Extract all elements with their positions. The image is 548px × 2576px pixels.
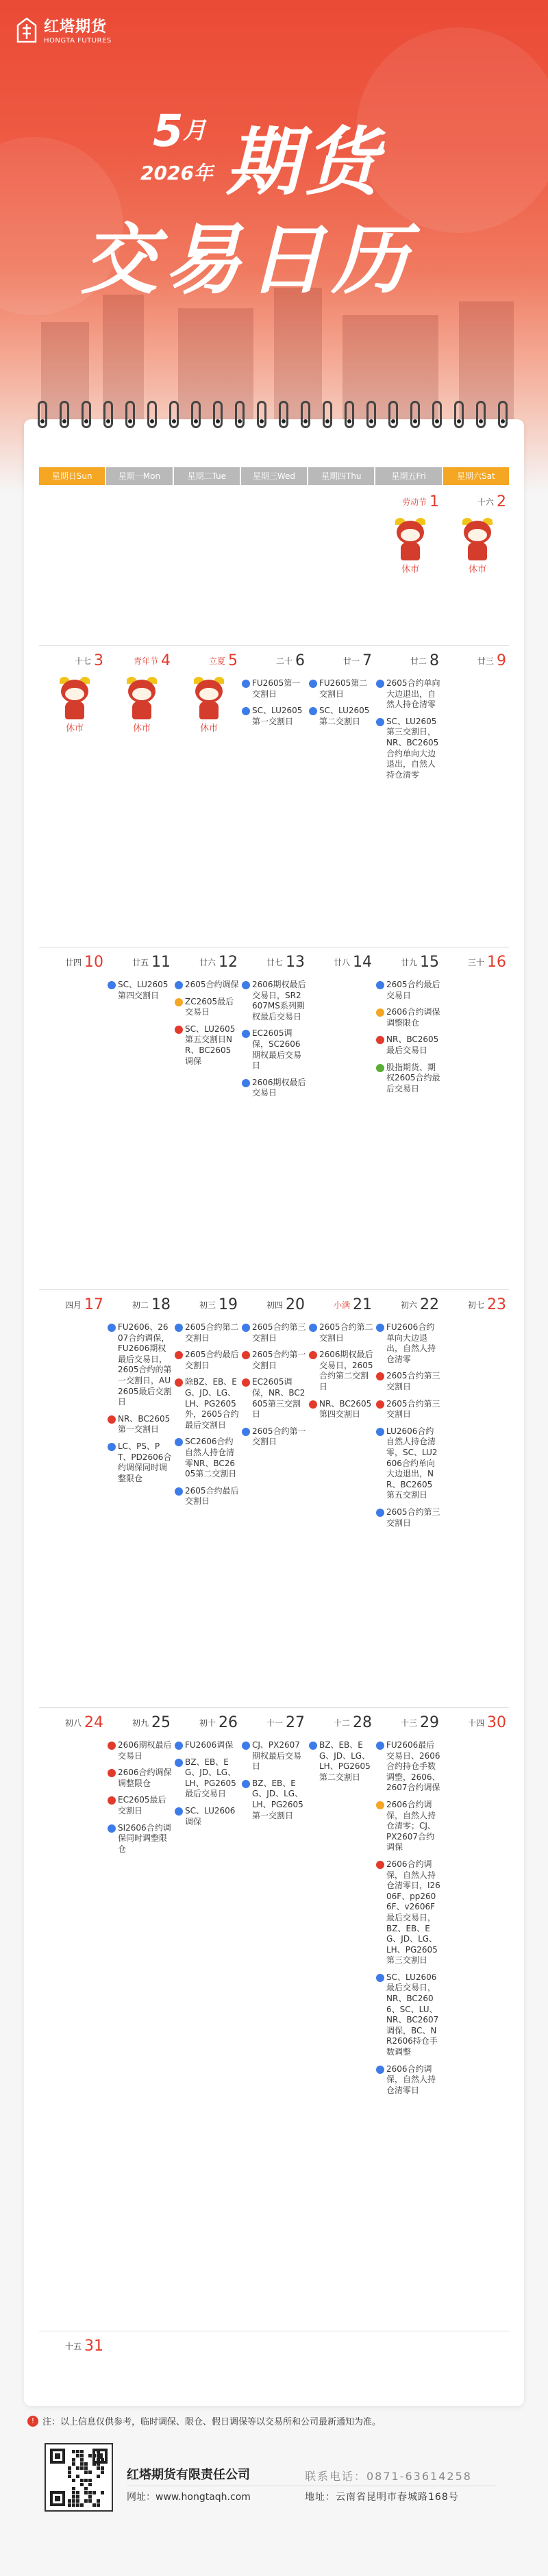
calendar-event [376, 1007, 440, 1028]
lunar-date: 廿六 [199, 958, 216, 967]
binder-ring [38, 401, 47, 428]
event-text: 2605合约第三交割日 [386, 1507, 440, 1528]
event-text: 2605合约调保 [185, 980, 239, 989]
calendar-event [309, 1350, 373, 1392]
exchange-dot-icon [309, 1400, 317, 1409]
day-number: 6 [295, 652, 305, 669]
calendar-event [242, 1322, 306, 1343]
binder-ring [410, 401, 420, 428]
event-text: 股指期货、期权2605合约最后交易日 [386, 1062, 440, 1093]
day-number: 21 [353, 1296, 372, 1313]
binder-ring [388, 401, 398, 428]
event-text: 2606期权最后交易日，2605合约第二交割日 [319, 1350, 373, 1391]
calendar-event [309, 1322, 373, 1343]
exchange-dot-icon [108, 981, 116, 989]
market-closed-label: 休市 [401, 565, 419, 575]
exchange-dot-icon [242, 981, 250, 989]
event-text: NR、BC2605最后交易日 [386, 1035, 439, 1055]
binder-ring [82, 401, 91, 428]
event-text: ZC2605最后交易日 [185, 996, 234, 1017]
calendar-event [376, 1507, 440, 1528]
calendar-event [376, 2064, 440, 2096]
website-link[interactable]: 网址：www.hongtaqh.com [127, 2492, 251, 2503]
exchange-dot-icon [175, 998, 183, 1006]
exchange-dot-icon [242, 1324, 250, 1332]
holiday-mascot-icon [188, 676, 229, 732]
event-text: SC、LU2606最后交易日，NR、BC2606、SC、LU、NR、BC2607调保，BC、NR2606持仓手数调整 [386, 1972, 439, 2057]
calendar-event [376, 1800, 440, 1853]
day-number: 10 [84, 954, 103, 971]
calendar-event [108, 1740, 172, 1761]
calendar-card [24, 419, 524, 2406]
binder-ring [454, 401, 464, 428]
exchange-dot-icon [376, 1372, 384, 1380]
event-text: 2605合约第三交割日 [386, 1398, 440, 1420]
exchange-dot-icon [376, 1324, 384, 1332]
exchange-dot-icon [242, 1378, 250, 1387]
event-text: NR、BC2605第一交割日 [118, 1413, 171, 1435]
event-text: FU2606合约单向大边退出，自然人持仓清零 [386, 1322, 436, 1364]
brand-logo[interactable] [15, 15, 112, 45]
event-text: 2606合约调保调整限仓 [386, 1007, 440, 1028]
calendar-event [376, 1035, 440, 1056]
lunar-date: 小满 [333, 1300, 350, 1310]
exchange-dot-icon [242, 1428, 250, 1436]
calendar-event [376, 1399, 440, 1420]
calendar-event [376, 1426, 440, 1501]
event-text: CJ、PX2607期权最后交易日 [252, 1740, 302, 1772]
exchange-dot-icon [309, 707, 317, 715]
disclaimer-note [27, 2414, 521, 2427]
exchange-dot-icon [376, 1509, 384, 1517]
day-number: 7 [362, 652, 372, 669]
day-number: 9 [497, 652, 506, 669]
event-text: FU2606调保 [185, 1740, 234, 1750]
week-divider [39, 947, 509, 948]
exchange-dot-icon [376, 680, 384, 688]
event-text: FU2606、2607合约调保，FU2606期权最后交易日，2605合约的第一交割日，AU2605最后交割日 [118, 1322, 172, 1407]
exchange-dot-icon [242, 1351, 250, 1359]
exchange-dot-icon [175, 1487, 183, 1496]
calendar-event [242, 980, 306, 1022]
day-number: 4 [161, 652, 171, 669]
calendar-event [376, 1063, 440, 1095]
day-number: 11 [151, 954, 171, 971]
event-text: 2606合约调保调整限仓 [118, 1768, 172, 1788]
event-text: SC、LU2606调保 [185, 1805, 236, 1826]
lunar-date: 初八 [64, 1718, 82, 1728]
event-text: 2606合约调保，自然人持仓清零；CJ、PX2607合约调保 [386, 1799, 436, 1853]
calendar-event [376, 1371, 440, 1392]
exchange-dot-icon [376, 1974, 384, 1982]
event-text: 2605合约最后交割日 [185, 1350, 239, 1370]
calendar-event [108, 1441, 172, 1484]
title-line-1: 期货 [226, 120, 383, 206]
calendar-event [242, 1740, 306, 1772]
calendar-event [242, 1350, 306, 1371]
event-text: 2605合约最后交易日 [386, 980, 440, 1000]
lunar-date: 初九 [132, 1718, 149, 1728]
event-text: EC2605调保，NR、BC2605第三交割日 [252, 1377, 306, 1420]
exchange-dot-icon [175, 1351, 183, 1359]
month-badge [140, 106, 223, 182]
weekday-label: 星期日Sun [39, 467, 105, 485]
exchange-dot-icon [108, 1824, 116, 1833]
day-number: 26 [219, 1714, 238, 1731]
event-text: SC2606合约自然人持仓清零NR、BC2605第二交割日 [185, 1437, 237, 1479]
exchange-dot-icon [309, 1351, 317, 1359]
exchange-dot-icon [376, 2066, 384, 2074]
day-number: 19 [219, 1296, 238, 1313]
weekday-label: 星期六Sat [443, 467, 509, 485]
calendar-event [175, 1377, 239, 1431]
binder-rings [24, 401, 524, 435]
day-number: 13 [286, 954, 305, 971]
lunar-date: 初四 [266, 1300, 283, 1310]
day-number: 16 [487, 954, 506, 971]
exchange-dot-icon [175, 1438, 183, 1446]
event-text: BZ、EB、EG、JD、LG、LH、PG2605第二交割日 [319, 1740, 371, 1782]
calendar-event [108, 1768, 172, 1789]
event-text: 除BZ、EB、EG、JD、LG、LH、PG2605外，2605合约最后交割日 [185, 1377, 239, 1430]
holiday-mascot-icon [54, 676, 95, 732]
binder-ring [257, 401, 266, 428]
holiday-mascot-icon [121, 676, 162, 732]
binder-ring [125, 401, 135, 428]
lunar-date: 十二 [333, 1718, 350, 1728]
binder-ring [235, 401, 245, 428]
event-text: 2606期权最后交易日，SR2607MS系列期权最后交易日 [252, 980, 306, 1021]
week-divider [39, 1289, 509, 1290]
day-number: 25 [151, 1714, 171, 1731]
calendar-event [175, 1486, 239, 1507]
calendar-event [242, 1078, 306, 1099]
holiday-mascot-icon [390, 517, 431, 573]
exchange-dot-icon [175, 981, 183, 989]
lunar-date: 廿七 [266, 958, 283, 967]
market-closed-label: 休市 [199, 723, 218, 734]
market-closed-label: 休市 [65, 723, 84, 734]
calendar-event [242, 1779, 306, 1821]
lunar-date: 二十 [275, 656, 292, 666]
event-text: 2605合约第二交割日 [185, 1322, 239, 1343]
lunar-date: 初二 [132, 1300, 149, 1310]
calendar-event [108, 1823, 172, 1855]
exchange-dot-icon [376, 1428, 384, 1436]
calendar-event [108, 1322, 172, 1408]
exchange-dot-icon [242, 680, 250, 688]
exchange-dot-icon [108, 1415, 116, 1424]
event-text: NR、BC2605第四交割日 [319, 1398, 372, 1420]
calendar-event [108, 980, 172, 1001]
lunar-date: 十六 [477, 497, 494, 507]
day-number: 18 [151, 1296, 171, 1313]
event-text: 2605合约第一交割日 [252, 1350, 306, 1370]
exchange-dot-icon [376, 1742, 384, 1750]
event-text: 2606期权最后交易日 [252, 1077, 306, 1098]
disclaimer-text: 注：以上信息仅供参考，临时调保、限仓、假日调保等以交易所和公司最新通知为准。 [42, 2417, 382, 2427]
exchange-dot-icon [108, 1769, 116, 1777]
exchange-dot-icon [376, 1801, 384, 1809]
calendar-event [108, 1795, 172, 1816]
weekday-header [39, 467, 509, 485]
calendar-event [376, 717, 440, 781]
lunar-date: 十四 [467, 1718, 484, 1728]
lunar-date: 廿四 [64, 958, 82, 967]
day-number: 29 [420, 1714, 439, 1731]
company-name: 红塔期货有限责任公司 [127, 2468, 250, 2482]
calendar-event [175, 997, 239, 1018]
exchange-dot-icon [309, 1324, 317, 1332]
exchange-dot-icon [175, 1324, 183, 1332]
exchange-dot-icon [242, 1742, 250, 1750]
calendar-event [242, 1028, 306, 1071]
lunar-date: 廿五 [132, 958, 149, 967]
month-char: 月 [183, 117, 206, 145]
brand-name-cn: 红塔期货 [44, 18, 108, 36]
event-text: FU2605第一交割日 [252, 678, 301, 699]
binder-ring [498, 401, 508, 428]
lunar-date: 十一 [266, 1718, 283, 1728]
event-text: 2606合约调保，自然人持仓清零日，I2606F、pp2606F、v2606F最后交易日，BZ、EB、EG、JD、LG、LH、PG2605第三交割日 [386, 1859, 440, 1966]
weekday-label: 星期四Thu [308, 467, 374, 485]
calendar-event [108, 1414, 172, 1435]
day-number: 28 [353, 1714, 372, 1731]
calendar-event [376, 1740, 440, 1794]
event-text: SC、LU2605第三交割日，NR、BC2605合约单向大边退出，自然人持仓清零 [386, 716, 439, 780]
calendar-event [175, 980, 239, 991]
exchange-dot-icon [376, 718, 384, 726]
calendar-event [242, 1377, 306, 1420]
day-number: 14 [353, 954, 372, 971]
exchange-dot-icon [108, 1443, 116, 1451]
event-text: FU2606最后交易日、2606合约持仓手数调整，2606、2607合约调保 [386, 1740, 440, 1793]
calendar-event [175, 1024, 239, 1067]
day-number: 17 [84, 1296, 103, 1313]
lunar-date: 初六 [400, 1300, 417, 1310]
week-divider [39, 1707, 509, 1708]
day-number: 20 [286, 1296, 305, 1313]
calendar-event [242, 1426, 306, 1448]
calendar-event [175, 1806, 239, 1827]
event-text: EC2605最后交割日 [118, 1795, 166, 1816]
day-number: 15 [420, 954, 439, 971]
event-text: 2605合约第三交割日 [252, 1322, 306, 1343]
calendar-event [175, 1437, 239, 1479]
calendar-event [309, 678, 373, 699]
holiday-mascot-icon [457, 517, 498, 573]
exchange-dot-icon [242, 1780, 250, 1788]
exchange-dot-icon [108, 1742, 116, 1750]
calendar-event [175, 1350, 239, 1371]
exchange-dot-icon [108, 1796, 116, 1805]
market-closed-label: 休市 [132, 723, 151, 734]
company-address: 地址：云南省昆明市春城路168号 [305, 2492, 459, 2503]
binder-ring [345, 401, 354, 428]
event-text: SI2606合约调保同时调整限仓 [118, 1822, 171, 1854]
exchange-dot-icon [376, 1064, 384, 1072]
tower-logo-icon [15, 17, 38, 43]
event-text: LU2606合约自然人持仓清零，SC、LU2606合约单向大边退出，NR、BC2605第五交割日 [386, 1426, 438, 1500]
exchange-dot-icon [242, 1030, 250, 1038]
weekday-label: 星期五Fri [375, 467, 441, 485]
lunar-date: 三十 [467, 958, 484, 967]
event-text: FU2605第二交割日 [319, 678, 368, 699]
contact-phone: 联系电话：0871-63614258 [305, 2470, 472, 2483]
day-number: 3 [94, 652, 103, 669]
event-text: 2605合约单向大边退出，自然人持仓清零 [386, 678, 440, 710]
binder-ring [213, 401, 223, 428]
lunar-date: 廿二 [410, 656, 427, 666]
exchange-dot-icon [309, 1742, 317, 1750]
day-number: 27 [286, 1714, 305, 1731]
calendar-event [309, 706, 373, 727]
qr-code-icon[interactable] [45, 2443, 113, 2512]
calendar-event [242, 678, 306, 699]
event-text: 2606合约调保，自然人持仓清零日 [386, 2064, 436, 2095]
event-text: BZ、EB、EG、JD、LG、LH、PG2605第一交割日 [252, 1778, 303, 1820]
day-number: 22 [420, 1296, 439, 1313]
calendar-event [309, 1399, 373, 1420]
binder-ring [301, 401, 310, 428]
exchange-dot-icon [175, 1742, 183, 1750]
binder-ring [323, 401, 332, 428]
event-text: SC、LU2605第五交割日NR、BC2605调保 [185, 1024, 236, 1066]
binder-ring [191, 401, 201, 428]
title-line-2: 交易日历 [81, 216, 415, 305]
binder-ring [169, 401, 179, 428]
day-number: 2 [497, 493, 506, 510]
event-text: 2605合约第二交割日 [319, 1322, 373, 1343]
binder-ring [147, 401, 157, 428]
event-text: SC、LU2605第二交割日 [319, 706, 370, 726]
event-text: SC、LU2605第四交割日 [118, 980, 169, 1000]
lunar-date: 初十 [199, 1718, 216, 1728]
exchange-dot-icon [175, 1026, 183, 1034]
binder-ring [279, 401, 288, 428]
binder-ring [103, 401, 113, 428]
exchange-dot-icon [108, 1324, 116, 1332]
day-number: 23 [487, 1296, 506, 1313]
week-divider [39, 645, 509, 646]
binder-ring [60, 401, 69, 428]
lunar-date: 廿一 [342, 656, 360, 666]
exchange-dot-icon [175, 1378, 183, 1387]
event-text: LC、PS、PT、PD2606合约调保同时调整限仓 [118, 1441, 172, 1483]
lunar-date: 劳动节 [401, 497, 427, 507]
info-icon: ! [27, 2416, 38, 2427]
calendar-event [376, 1972, 440, 2058]
lunar-date: 廿三 [477, 656, 494, 666]
exchange-dot-icon [376, 1036, 384, 1044]
exchange-dot-icon [376, 981, 384, 989]
brand-name-en: HONGTA FUTURES [44, 37, 112, 45]
day-number: 8 [429, 652, 439, 669]
calendar-event [376, 1322, 440, 1365]
lunar-date: 十三 [400, 1718, 417, 1728]
lunar-date: 立夏 [208, 656, 225, 666]
lunar-date: 十五 [64, 2342, 82, 2351]
lunar-date: 青年节 [133, 656, 158, 666]
calendar-event [376, 678, 440, 710]
lunar-date: 初三 [199, 1300, 216, 1310]
calendar-event [376, 1859, 440, 1966]
exchange-dot-icon [175, 1759, 183, 1767]
lunar-date: 十七 [74, 656, 91, 666]
footer [24, 2436, 524, 2539]
exchange-dot-icon [376, 1008, 384, 1017]
day-number: 24 [84, 1714, 103, 1731]
day-number: 5 [228, 652, 238, 669]
event-text: 2605合约第三交割日 [386, 1371, 440, 1391]
exchange-dot-icon [309, 680, 317, 688]
year-label: 2026年 [140, 162, 213, 184]
binder-ring [432, 401, 442, 428]
calendar-event [242, 706, 306, 727]
event-text: EC2605调保，SC2606期权最后交易日 [252, 1028, 302, 1071]
lunar-date: 廿八 [333, 958, 350, 967]
calendar-event [309, 1740, 373, 1783]
event-text: SC、LU2605第一交割日 [252, 706, 303, 726]
exchange-dot-icon [376, 1861, 384, 1869]
weekday-label: 星期二Tue [174, 467, 240, 485]
binder-ring [476, 401, 486, 428]
weekday-label: 星期三Wed [241, 467, 307, 485]
exchange-dot-icon [175, 1807, 183, 1816]
day-number: 12 [219, 954, 238, 971]
day-number: 30 [487, 1714, 506, 1731]
event-text: BZ、EB、EG、JD、LG、LH、PG2605最后交易日 [185, 1757, 236, 1799]
event-text: 2606期权最后交易日 [118, 1740, 172, 1761]
binder-ring [366, 401, 376, 428]
calendar-event [376, 980, 440, 1001]
month-number: 5 [153, 106, 184, 157]
calendar-event [175, 1322, 239, 1343]
weekday-label: 星期一Mon [106, 467, 172, 485]
market-closed-label: 休市 [468, 565, 486, 575]
calendar-event [175, 1757, 239, 1800]
lunar-date: 廿九 [400, 958, 417, 967]
day-number: 31 [84, 2338, 103, 2355]
lunar-date: 初七 [467, 1300, 484, 1310]
calendar-event [175, 1740, 239, 1751]
exchange-dot-icon [242, 1079, 250, 1087]
lunar-date: 四月 [64, 1300, 82, 1310]
event-text: 2605合约第一交割日 [252, 1426, 306, 1447]
day-number: 1 [429, 493, 439, 510]
exchange-dot-icon [242, 707, 250, 715]
event-text: 2605合约最后交割日 [185, 1485, 239, 1507]
exchange-dot-icon [376, 1400, 384, 1409]
